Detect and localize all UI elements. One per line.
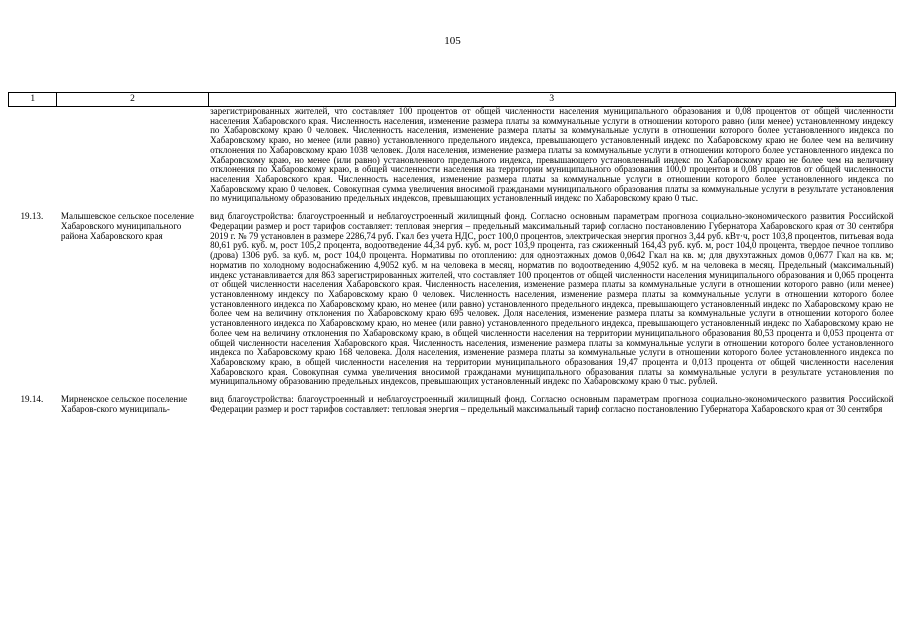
table-row	[9, 212, 896, 387]
row-text: вид благоустройства: благоустроенный и неблагоустроенный жилищный фонд. Согласно основным параметрам прогноза социально-экономического развития Российской Федерации размер и рост тарифов составляет: тепловая энергия – предельный максимальный тариф согласно постановлению Губернатора Хабаровского края от 30 сентября 2019 г. № 79 установлен в размере 2286,74 руб. Гкал без учета НДС, рост 100,0 процентов, электрическая энергия прогноз 3,44 руб. кВт·ч, рост 103,8 процентов, питьевая вода 80,61 руб. куб. м, рост 105,2 процента, водоотведение 44,34 руб. куб. м, рост 103,9 процента, газ сжиженный 164,43 руб. куб. м, рост 104,0 процента, твердое печное топливо (дрова) 1306 руб. за куб. м, рост 104,0 процента. Нормативы по отоплению: для одноэтажных домов 0,0642 Гкал на кв. м; для двухэтажных домов 0,0677 Гкал на кв. м; норматив по холодному водоснабжению 4,9052 куб. м на человека в месяц, норматив по водоотведению 4,9052 куб. м на человека в месяц. Предельный (максимальный) индекс устанавливается для 863 зарегистрированных жителей, что составляет 100 процентов от общей численности населения муниципального образования и 0,065 процента от общей численности населения Хабаровского края. Численность населения, изменение размера платы за коммунальные услуги в отношении которого равно (или менее) установленному индексу по Хабаровскому краю 0 человек. Численность населения, изменение размера платы за коммунальные услуги в отношении которого более установленного индекса по Хабаровскому краю, но менее (или равно) установленного предельного индекса, превышающего установленный индекс по Хабаровскому краю не более чем на величину отклонения по Хабаровскому краю 695 человек. Доля населения, изменение размера платы за коммунальные услуги в отношении которого более установленного индекса по Хабаровскому краю, но менее (или равно) установленного предельного индекса, превышающего установленный индекс по Хабаровскому краю не более чем на величину отклонения по Хабаровскому краю, в общей численности населения на территории муниципального образования 80,53 процента и 0,053 процента от общей численности населения Хабаровского края. Численность населения, изменение размера платы за коммунальные услуги в отношении которого более установленного индекса по Хабаровскому краю 168 человека. Доля населения, изменение размера платы за коммунальные услуги в отношении которого более установленного индекса по Хабаровскому краю, в общей численности населения на территории муниципального образования 19,47 процента и 0,013 процента от общей численности населения Хабаровского края. Совокупная сумма увеличения вносимой гражданами муниципального образования платы за коммунальные услуги в результате установления по муниципальному образованию предельных индексов, превышающих установленный индекс по Хабаровскому краю 0 тыс. рублей.	[210, 211, 894, 387]
row-text: вид благоустройства: благоустроенный и неблагоустроенный жилищный фонд. Согласно основным параметрам прогноза социально-экономического развития Российской Федерации размер и рост тарифов составляет: тепловая энергия – предельный максимальный тариф согласно постановлению Губернатора Хабаровского края от 30 сентября	[210, 394, 894, 414]
table-row-continuation	[9, 107, 896, 205]
continuation-text: зарегистрированных жителей, что составляет 100 процентов от общей численности населения муниципального образования и 0,08 процентов от общей численности населения Хабаровского края. Численность населения, изменение размера платы за коммунальные услуги в отношении которого равно (или менее) установленному индексу по Хабаровскому краю 0 человек. Численность населения, изменение размера платы за коммунальные услуги в отношении которого более установленного индекса по Хабаровскому краю, но менее (или равно) установленного предельного индекса, превышающего установленный индекс по Хабаровскому краю не более чем на величину отклонения по Хабаровскому краю 1038 человек. Доля населения, изменение размера платы за коммунальные услуги в отношении которого более установленного индекса по Хабаровскому краю, но менее (или равно) установленного предельного индекса, превышающего установленный индекс по Хабаровскому краю не более чем на величину отклонения по Хабаровскому краю, в общей численности населения на территории муниципального образования 100,0 процентов и 0,08 процентов от общей численности населения Хабаровского края. Численность населения, изменение размера платы за коммунальные услуги в отношении которого более установленного индекса по Хабаровскому краю 0 человек. Совокупная сумма увеличения вносимой гражданами муниципального образования платы за коммунальные услуги в результате установления по муниципальному образованию предельных индексов, превышающих установленный индекс по Хабаровскому краю 0 тыс.	[210, 106, 894, 204]
header-col-2: 2	[57, 93, 208, 107]
table-row	[9, 395, 896, 414]
row-number: 19.14.	[20, 394, 44, 405]
header-col-3: 3	[208, 93, 895, 107]
header-col-1: 1	[9, 93, 57, 107]
table-header-row	[9, 93, 896, 107]
municipality-name: Мирненское сельское поселение Хабаров-ского муниципаль-	[60, 394, 188, 414]
tariff-table	[8, 92, 896, 415]
page-number: 105	[444, 35, 461, 47]
row-number: 19.13.	[20, 211, 44, 222]
municipality-name: Малышевское сельское поселение Хабаровского муниципального района Хабаровского края	[60, 211, 194, 241]
